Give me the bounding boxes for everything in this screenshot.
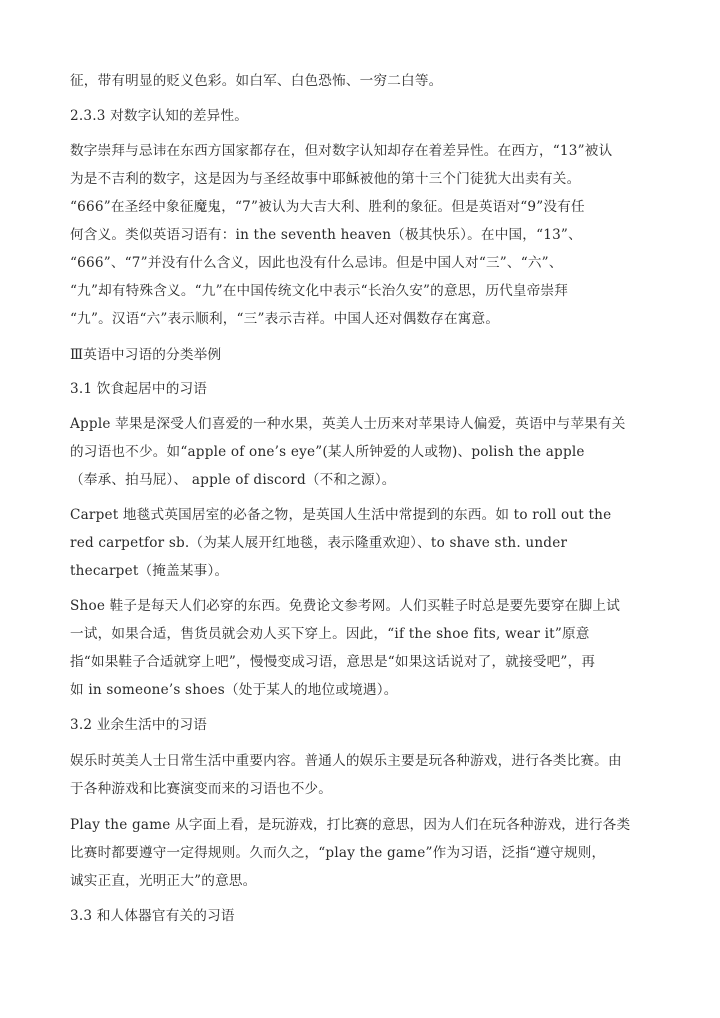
text-line: 的习语也不少。如“apple of one’s eye”(某人所钟爱的人或物)、polish the apple bbox=[70, 444, 585, 460]
text-line: 3.3 和人体器官有关的习语 bbox=[70, 908, 235, 924]
text-line: 3.1 饮食起居中的习语 bbox=[70, 381, 208, 397]
text-line: 于各种游戏和比赛演变而来的习语也不少。 bbox=[70, 781, 333, 797]
text-line: “九”却有特殊含义。“九”在中国传统文化中表示“长治久安”的意思，历代皇帝崇拜 bbox=[70, 283, 569, 299]
text-line: Carpet 地毯式英国居室的必备之物，是英国人生活中常提到的东西。如 to roll out the bbox=[70, 507, 612, 523]
text-line: thecarpet（掩盖某事）。 bbox=[70, 563, 229, 579]
text-line: 征，带有明显的贬义色彩。如白军、白色恐怖、一穷二白等。 bbox=[70, 73, 443, 89]
text-line: 何含义。类似英语习语有：in the seventh heaven（极其快乐）。在中国，“13”、 bbox=[70, 227, 582, 243]
text-line: “666”、“7”并没有什么含义，因此也没有什么忌讳。但是中国人对“三”、“六”、 bbox=[70, 255, 563, 271]
text-line: 数字崇拜与忌讳在东西方国家都存在，但对数字认知却存在着差异性。在西方，“13”被认 bbox=[70, 143, 613, 159]
text-line: 2.3.3 对数字认知的差异性。 bbox=[70, 108, 249, 124]
text-line: Shoe 鞋子是每天人们必穿的东西。免费论文参考网。人们买鞋子时总是要先要穿在脚上试 bbox=[70, 598, 620, 614]
text-line: “666”在圣经中象征魔鬼，“7”被认为大吉大利、胜利的象征。但是英语对“9”没有任 bbox=[70, 199, 585, 215]
text-line: 一试，如果合适，售货员就会劝人买下穿上。因此，“if the shoe fits, wear it”原意 bbox=[70, 626, 590, 642]
text-line: “九”。汉语“六”表示顺利，“三”表示吉祥。中国人还对偶数存在寓意。 bbox=[70, 311, 500, 327]
text-line: 为是不吉利的数字，这是因为与圣经故事中耶稣被他的第十三个门徒犹大出卖有关。 bbox=[70, 171, 581, 187]
text-line: red carpetfor sb.（为某人展开红地毯，表示隆重欢迎）、to shave sth. under bbox=[70, 535, 568, 551]
text-line: 娱乐时英美人士日常生活中重要内容。普通人的娱乐主要是玩各种游戏，进行各类比赛。由 bbox=[70, 753, 622, 769]
text-line: Play the game 从字面上看，是玩游戏，打比赛的意思，因为人们在玩各种游戏，进行各类 bbox=[70, 817, 631, 833]
text-line: 如 in someone’s shoes（处于某人的地位或境遇）。 bbox=[70, 682, 398, 698]
text-line: Apple 苹果是深受人们喜爱的一种水果，英美人士历来对苹果诗人偏爱，英语中与苹果有关 bbox=[70, 416, 626, 432]
text-line: 比赛时都要遵守一定得规则。久而久之，“play the game”作为习语，泛指“遵守规则， bbox=[70, 845, 606, 861]
text-line: 3.2 业余生活中的习语 bbox=[70, 717, 208, 733]
text-line: Ⅲ英语中习语的分类举例 bbox=[70, 347, 222, 363]
text-line: （奉承、拍马屁）、 apple of discord（不和之源）。 bbox=[70, 472, 396, 488]
text-line: 诚实正直，光明正大”的意思。 bbox=[70, 873, 257, 889]
text-line: 指“如果鞋子合适就穿上吧”，慢慢变成习语，意思是“如果这话说对了，就接受吧”，再 bbox=[70, 654, 596, 670]
